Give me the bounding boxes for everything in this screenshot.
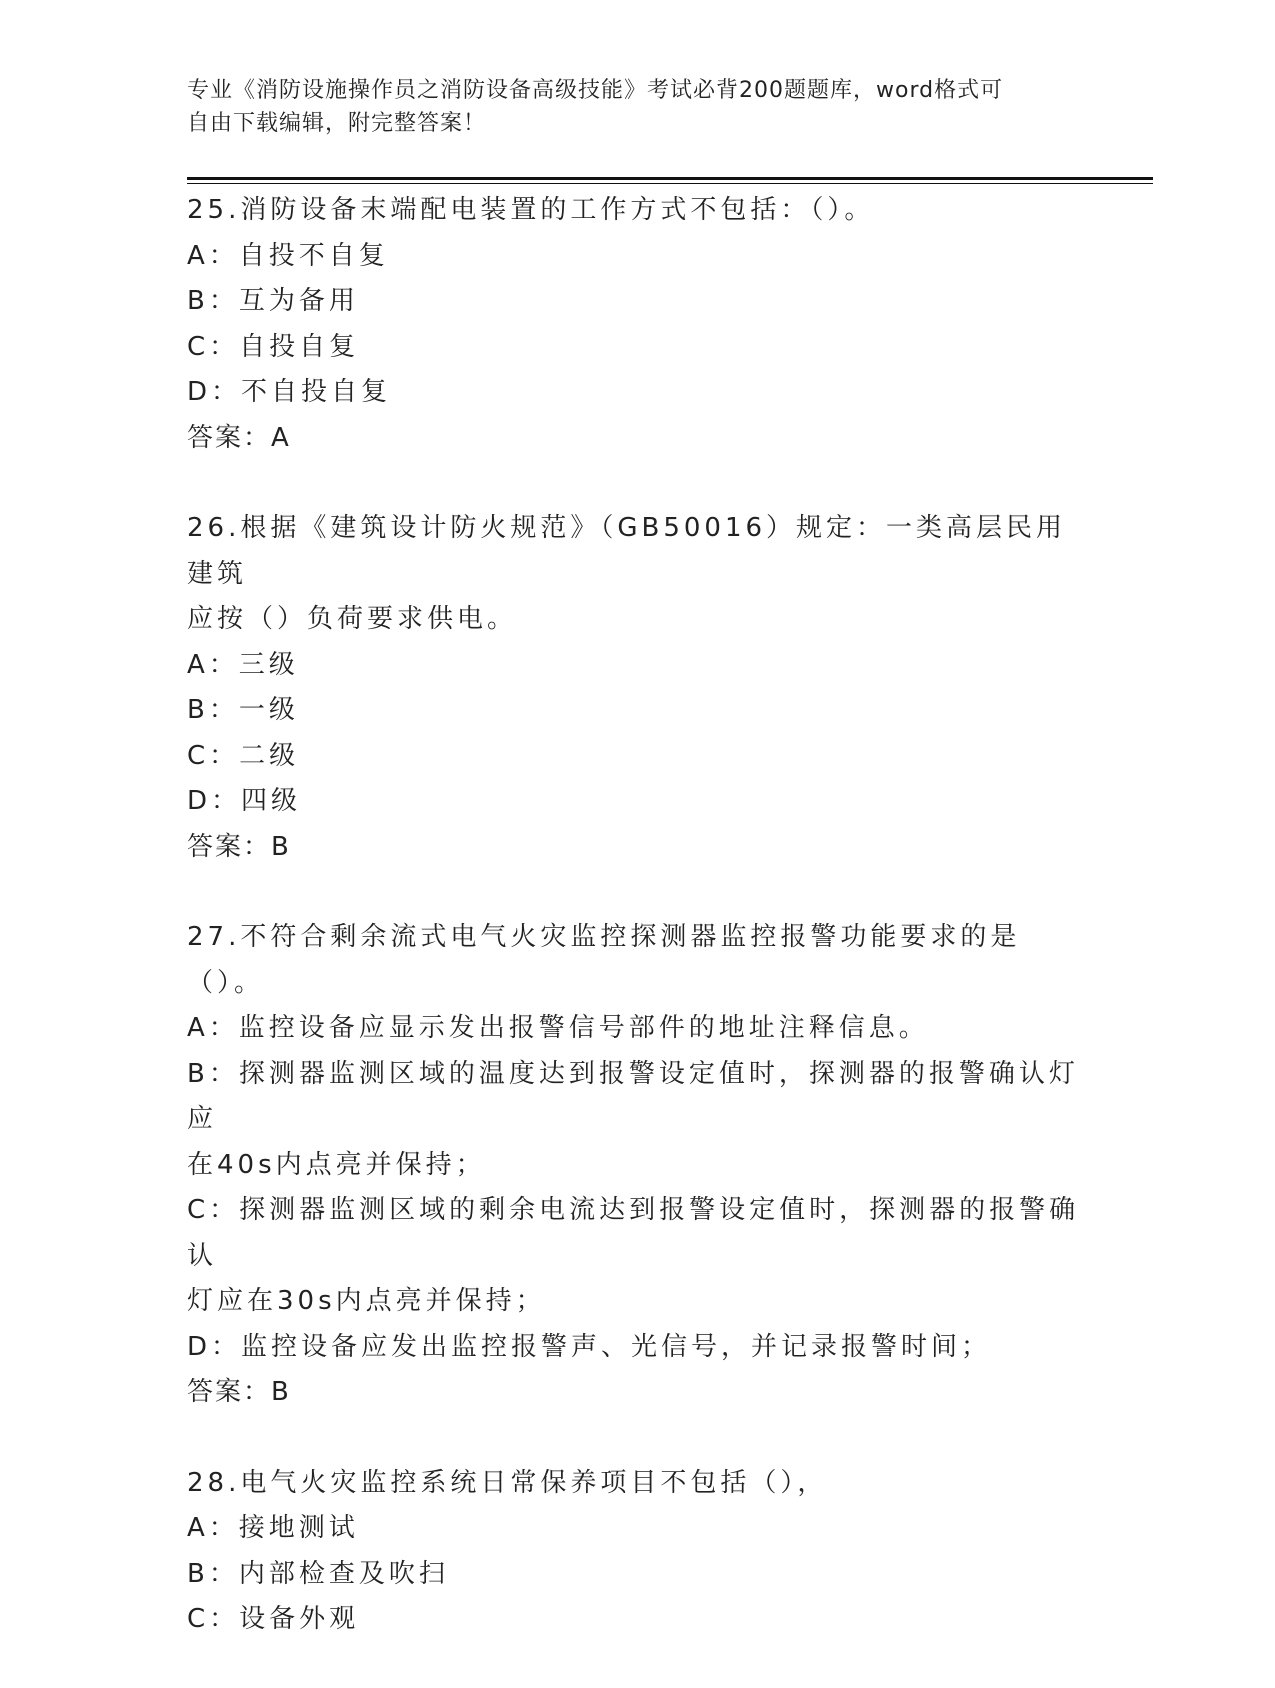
document-header — [187, 74, 1067, 140]
option-d: D：不自投自复 — [187, 377, 392, 407]
option-c: C：探测器监测区域的剩余电流达到报警设定值时，探测器的报警确认 — [187, 1195, 1080, 1271]
question-27 — [187, 915, 1087, 1416]
header-rule-thick — [187, 177, 1153, 180]
question-28 — [187, 1461, 1087, 1643]
header-rule-thin — [187, 183, 1153, 184]
question-stem-continued: 应按（）负荷要求供电。 — [187, 604, 518, 634]
option-c-continued: 灯应在30s内点亮并保持； — [187, 1286, 546, 1316]
option-b: B：一级 — [187, 695, 299, 725]
option-b: B：互为备用 — [187, 286, 359, 316]
question-stem: 27.不符合剩余流式电气火灾监控探测器监控报警功能要求的是（）。 — [187, 922, 1021, 998]
question-stem: 25.消防设备末端配电装置的工作方式不包括：（）。 — [187, 195, 875, 225]
option-b: B：探测器监测区域的温度达到报警设定值时，探测器的报警确认灯应 — [187, 1058, 1079, 1134]
option-c: C：二级 — [187, 740, 300, 771]
question-25 — [187, 188, 1087, 461]
answer-label: 答案：B — [187, 1377, 291, 1407]
option-b-continued: 在40s内点亮并保持； — [187, 1149, 486, 1180]
option-c: C：设备外观 — [187, 1604, 360, 1634]
answer-label: 答案：A — [187, 422, 291, 453]
option-a: A：三级 — [187, 649, 299, 680]
option-b: B：内部检查及吹扫 — [187, 1558, 449, 1589]
option-a: A：监控设备应显示发出报警信号部件的地址注释信息。 — [187, 1013, 929, 1043]
option-a: A：接地测试 — [187, 1513, 359, 1543]
question-stem: 28.电气火灾监控系统日常保养项目不包括（）， — [187, 1467, 828, 1498]
answer-label: 答案：B — [187, 831, 291, 862]
header-line-2: 自由下载编辑，附完整答案！ — [187, 111, 487, 136]
option-a: A：自投不自复 — [187, 240, 389, 271]
question-26 — [187, 506, 1087, 870]
option-d: D：四级 — [187, 786, 302, 816]
question-stem: 26.根据《建筑设计防火规范》（GB50016）规定：一类高层民用建筑 — [187, 513, 1067, 589]
question-list — [187, 188, 1087, 1688]
header-line-1: 专业《消防设施操作员之消防设备高级技能》考试必背200题题库，word格式可 — [187, 78, 1004, 103]
option-c: C：自投自复 — [187, 331, 360, 362]
option-d: D：监控设备应发出监控报警声、光信号，并记录报警时间； — [187, 1331, 992, 1362]
